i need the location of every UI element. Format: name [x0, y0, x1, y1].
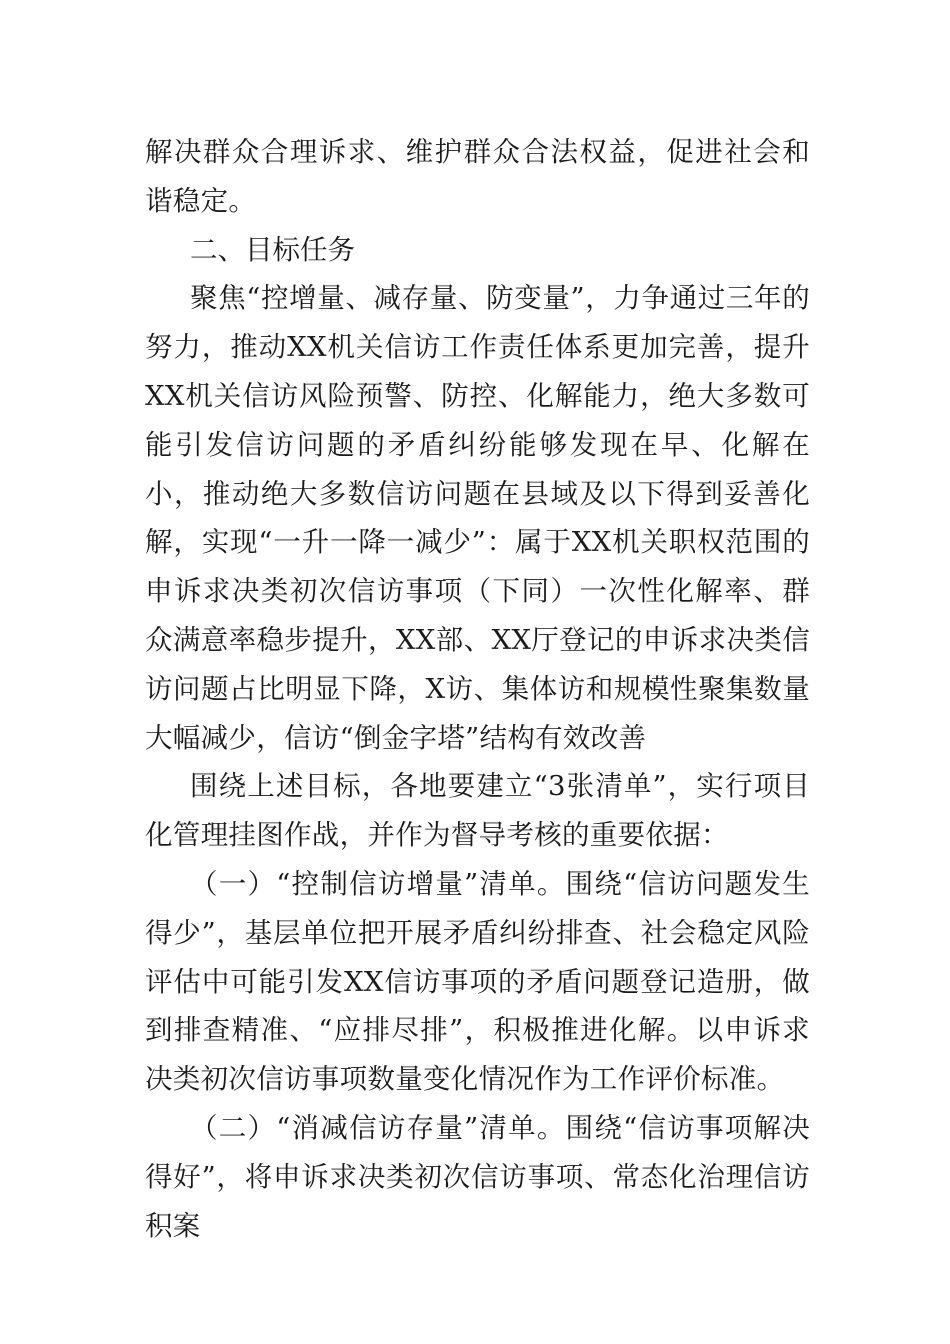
paragraph-three-lists: 围绕上述目标，各地要建立“3张清单”，实行项目化管理挂图作战，并作为督导考核的重要依据： — [145, 770, 810, 852]
document-body — [145, 128, 810, 1250]
paragraph-reduce-stock: （二）“消减信访存量”清单。围绕“信访事项解决得好”，将申诉求决类初次信访事项、常态化治理信访积案 — [145, 1111, 810, 1242]
section-heading: 二、目标任务 — [190, 233, 355, 266]
paragraph-goals: 聚焦“控增量、减存量、防变量”，力争通过三年的努力，推动XX机关信访工作责任体系更加完善，提升XX机关信访风险预警、防控、化解能力，绝大多数可能引发信访问题的矛盾纠纷能够发现在早、化解在小，推动绝大多数信访问题在县域及以下得到妥善化解，实现“一升一降一减少”：属于XX机关职权范围的申诉求决类初次信访事项（下同）一次性化解率、群众满意率稳步提升，XX部、XX厅登记的申诉求决类信访问题占比明显下降，X访、集体访和规模性聚集数量大幅减少，信访“倒金字塔”结构有效改善 — [145, 282, 810, 754]
paragraph-control-increment: （一）“控制信访增量”清单。围绕“信访问题发生得少”，基层单位把开展矛盾纠纷排查、社会稳定风险评估中可能引发XX信访事项的矛盾问题登记造册，做到排查精准、“应排尽排”，积极推进化解。以申诉求决类初次信访事项数量变化情况作为工作评价标准。 — [145, 867, 810, 1096]
paragraph-continued: 解决群众合理诉求、维护群众合法权益，促进社会和谐稳定。 — [145, 136, 810, 217]
